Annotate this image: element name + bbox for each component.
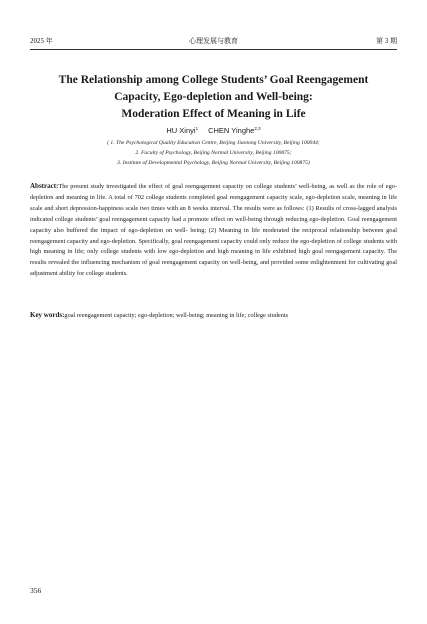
title-line-1: The Relationship among College Students’ Goal Reengagement: [58, 74, 369, 86]
keywords-text: goal reengagement capacity; ego-depletion; well-being; meaning in life; college students: [64, 312, 289, 319]
author-affiliation-mark-2: 2,3: [254, 126, 261, 131]
title-line-3: Moderation Effect of Meaning in Life: [121, 108, 306, 120]
page-number: 356: [30, 586, 42, 595]
author-list: [0, 124, 427, 136]
header-divider: [30, 49, 397, 50]
title-line-2: Capacity, Ego-depletion and Well-being:: [114, 91, 313, 103]
article-title: [40, 72, 387, 123]
keywords-label: Key words:: [30, 311, 65, 319]
keywords: [30, 310, 397, 321]
author-name-1: HU Xinyi: [166, 126, 196, 135]
header-year: 2025 年: [30, 37, 53, 45]
author-name-2: CHEN Yinghe: [208, 126, 255, 135]
affiliation-line-2: 2. Faculty of Psychology, Beijing Normal University, Beijing 100875;: [135, 150, 292, 156]
abstract: [30, 181, 397, 280]
affiliation-line-3: 3. Institute of Developmental Psychology, Beijing Normal University, Beijing 100875): [117, 160, 310, 166]
running-header: [30, 36, 397, 48]
affiliation-line-1: ( 1. The Psychological Quality Education Centre, Beijing Jiaotong University, Beijing 100044;: [107, 140, 320, 146]
header-journal-title: 心理发展与教育: [189, 37, 238, 45]
abstract-label: Abstract:: [30, 182, 59, 190]
affiliation-list: [20, 138, 407, 168]
abstract-text: The present study investigated the effect of goal reengagement capacity on college students’ well-being, as well as the role of ego-depletion and meaning in life. A total of 702 college students completed goal reengagement capacity scale, ego-depletion scale, meaning in life scale and short depression-happiness scale two times with an 8 weeks interval. The results were as follows: (1) Results of cross-lagged analysis indicated college students’ goal reengagement capacity had a promote effect on well-being through reducing ego-depletion. Goal reengagement capacity also buffered the impact of ego-depletion on well- being; (2) Meaning in life moderated the reciprocal relationship between goal reengagement capacity and ego-depletion. Specifically, goal reengagement capacity could only reduce the ego-depletion of college students with high meaning in life; only college students with low ego-depletion and high meaning in life exhibited high goal reengagement capacity. The results revealed the influencing mechanism of goal reengagement capacity on well-being, and provided some enlightenment for cultivating goal adjustment ability for college students.: [30, 183, 397, 278]
header-issue: 第 3 期: [376, 37, 397, 45]
author-affiliation-mark-1: 1: [195, 126, 199, 131]
